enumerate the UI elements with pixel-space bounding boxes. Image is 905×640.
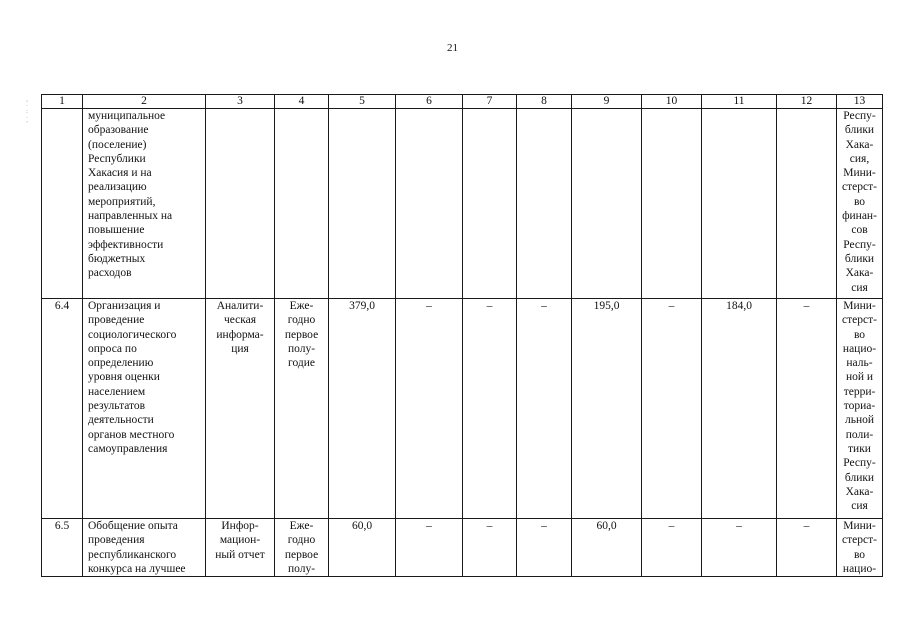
- cell-line: сия: [851, 500, 868, 513]
- cell-col-1: [42, 109, 83, 299]
- cell-line: первое: [284, 328, 319, 341]
- cell-line: годие: [288, 357, 315, 370]
- cell-line: эффективности: [88, 238, 164, 251]
- cell-col-8: [517, 109, 572, 299]
- cell-line: (поселение): [88, 138, 147, 151]
- cell-col-1: 6.5: [42, 519, 83, 577]
- cell-line: блики: [844, 471, 875, 484]
- cell-line: образование: [88, 124, 149, 137]
- header-col-5: 5: [329, 95, 396, 109]
- cell-line: ный отчет: [215, 548, 265, 561]
- cell-col-12: –: [777, 519, 837, 577]
- cell-line: Республики: [88, 152, 146, 165]
- cell-col-6: [396, 109, 463, 299]
- header-col-11: 11: [702, 95, 777, 109]
- cell-col-12: –: [777, 299, 837, 519]
- cell-col-6: –: [396, 299, 463, 519]
- cell-line: республиканского: [88, 548, 177, 561]
- cell-line: нацио-: [842, 342, 877, 355]
- cell-line: Респу-: [843, 238, 876, 251]
- cell-line: стерст-: [842, 181, 877, 194]
- cell-line: полу-: [287, 562, 316, 575]
- table-row: [42, 109, 883, 299]
- cell-line: ция: [231, 342, 249, 355]
- cell-line: льной: [844, 414, 875, 427]
- header-col-8: 8: [517, 95, 572, 109]
- cell-col-9: 195,0: [572, 299, 642, 519]
- cell-col-9: 60,0: [572, 519, 642, 577]
- cell-line: сия,: [849, 152, 870, 165]
- cell-line: Мини-: [843, 520, 876, 532]
- cell-line: стерст-: [842, 534, 877, 547]
- cell-line: Инфор-: [221, 520, 259, 532]
- cell-col-11: [702, 109, 777, 299]
- table-row: [42, 519, 883, 577]
- cell-line: тики: [848, 442, 871, 455]
- cell-line: реализацию: [88, 181, 147, 194]
- cell-line: Обобщение опыта: [88, 520, 178, 532]
- cell-line: определению: [88, 357, 154, 370]
- cell-col-2: [83, 299, 206, 519]
- cell-line: Организация и: [88, 300, 161, 312]
- cell-col-13: [837, 109, 883, 299]
- cell-line: направленных на: [88, 210, 173, 223]
- cell-col-11: 184,0: [702, 299, 777, 519]
- cell-col-11: –: [702, 519, 777, 577]
- cell-line: сия: [851, 281, 868, 294]
- cell-line: во: [853, 328, 866, 341]
- cell-line: Хака-: [845, 485, 874, 498]
- cell-line: ной и: [845, 371, 874, 384]
- cell-col-3: [206, 519, 275, 577]
- header-col-7: 7: [463, 95, 517, 109]
- cell-col-4: [275, 519, 329, 577]
- cell-col-10: –: [642, 519, 702, 577]
- cell-line: сов: [851, 224, 868, 237]
- cell-line: терри-: [843, 385, 876, 398]
- cell-line: Хака-: [845, 138, 874, 151]
- cell-line: наль-: [846, 357, 873, 370]
- cell-line: проведение: [88, 314, 145, 327]
- cell-line: годно: [287, 534, 316, 547]
- cell-line: во: [853, 548, 866, 561]
- cell-line: мероприятий,: [88, 195, 156, 208]
- cell-col-7: –: [463, 299, 517, 519]
- header-col-4: 4: [275, 95, 329, 109]
- cell-line: уровня оценки: [88, 371, 160, 384]
- cell-col-13: [837, 299, 883, 519]
- cell-line: органов местного: [88, 428, 175, 441]
- cell-col-10: –: [642, 299, 702, 519]
- cell-line: бюджетных: [88, 252, 146, 265]
- header-col-10: 10: [642, 95, 702, 109]
- header-col-3: 3: [206, 95, 275, 109]
- cell-line: полу-: [287, 342, 316, 355]
- cell-col-3: [206, 299, 275, 519]
- column-number-header-row: [42, 95, 883, 109]
- cell-line: финан-: [842, 210, 877, 223]
- header-col-9: 9: [572, 95, 642, 109]
- cell-col-13: [837, 519, 883, 577]
- cell-line: конкурса на лучшее: [88, 562, 186, 575]
- cell-line: блики: [844, 124, 875, 137]
- cell-col-12: [777, 109, 837, 299]
- cell-line: опроса по: [88, 342, 137, 355]
- cell-line: нацио-: [842, 562, 877, 575]
- cell-line: Еже-: [289, 300, 314, 312]
- cell-line: во: [853, 195, 866, 208]
- page-number: 21: [447, 42, 458, 54]
- cell-line: деятельности: [88, 414, 154, 427]
- cell-line: Еже-: [289, 520, 314, 532]
- cell-col-3: [206, 109, 275, 299]
- cell-line: мацион-: [219, 534, 261, 547]
- cell-col-2: [83, 109, 206, 299]
- table-row: [42, 299, 883, 519]
- cell-line: информа-: [216, 328, 264, 341]
- cell-line: стерст-: [842, 314, 877, 327]
- cell-col-6: –: [396, 519, 463, 577]
- cell-col-7: –: [463, 519, 517, 577]
- cell-col-4: [275, 109, 329, 299]
- cell-line: Хака-: [845, 267, 874, 280]
- cell-line: Мини-: [843, 167, 876, 180]
- cell-line: Респу-: [843, 110, 876, 122]
- cell-col-4: [275, 299, 329, 519]
- cell-line: расходов: [88, 267, 132, 280]
- cell-line: проведения: [88, 534, 145, 547]
- scan-artifact-marks: , · : · ': [26, 97, 28, 127]
- cell-line: Аналити-: [216, 300, 264, 312]
- cell-line: Мини-: [843, 300, 876, 312]
- cell-col-8: –: [517, 519, 572, 577]
- cell-line: поли-: [845, 428, 874, 441]
- program-activities-table: [41, 94, 883, 577]
- cell-line: населением: [88, 385, 146, 398]
- header-col-6: 6: [396, 95, 463, 109]
- cell-line: ческая: [223, 314, 257, 327]
- cell-col-2: [83, 519, 206, 577]
- header-col-12: 12: [777, 95, 837, 109]
- header-col-13: 13: [837, 95, 883, 109]
- cell-line: социологического: [88, 328, 177, 341]
- cell-line: блики: [844, 252, 875, 265]
- cell-line: самоуправления: [88, 442, 168, 455]
- cell-line: Хакасия и на: [88, 167, 152, 180]
- cell-line: ториа-: [843, 400, 876, 413]
- cell-col-5: 379,0: [329, 299, 396, 519]
- cell-col-1: 6.4: [42, 299, 83, 519]
- cell-col-10: [642, 109, 702, 299]
- cell-col-5: 60,0: [329, 519, 396, 577]
- cell-line: результатов: [88, 400, 146, 413]
- cell-col-8: –: [517, 299, 572, 519]
- cell-col-7: [463, 109, 517, 299]
- cell-line: годно: [287, 314, 316, 327]
- header-col-1: 1: [42, 95, 83, 109]
- cell-col-9: [572, 109, 642, 299]
- cell-line: Респу-: [843, 457, 876, 470]
- cell-col-5: [329, 109, 396, 299]
- cell-line: первое: [284, 548, 319, 561]
- cell-line: повышение: [88, 224, 145, 237]
- header-col-2: 2: [83, 95, 206, 109]
- cell-line: муниципальное: [88, 110, 166, 122]
